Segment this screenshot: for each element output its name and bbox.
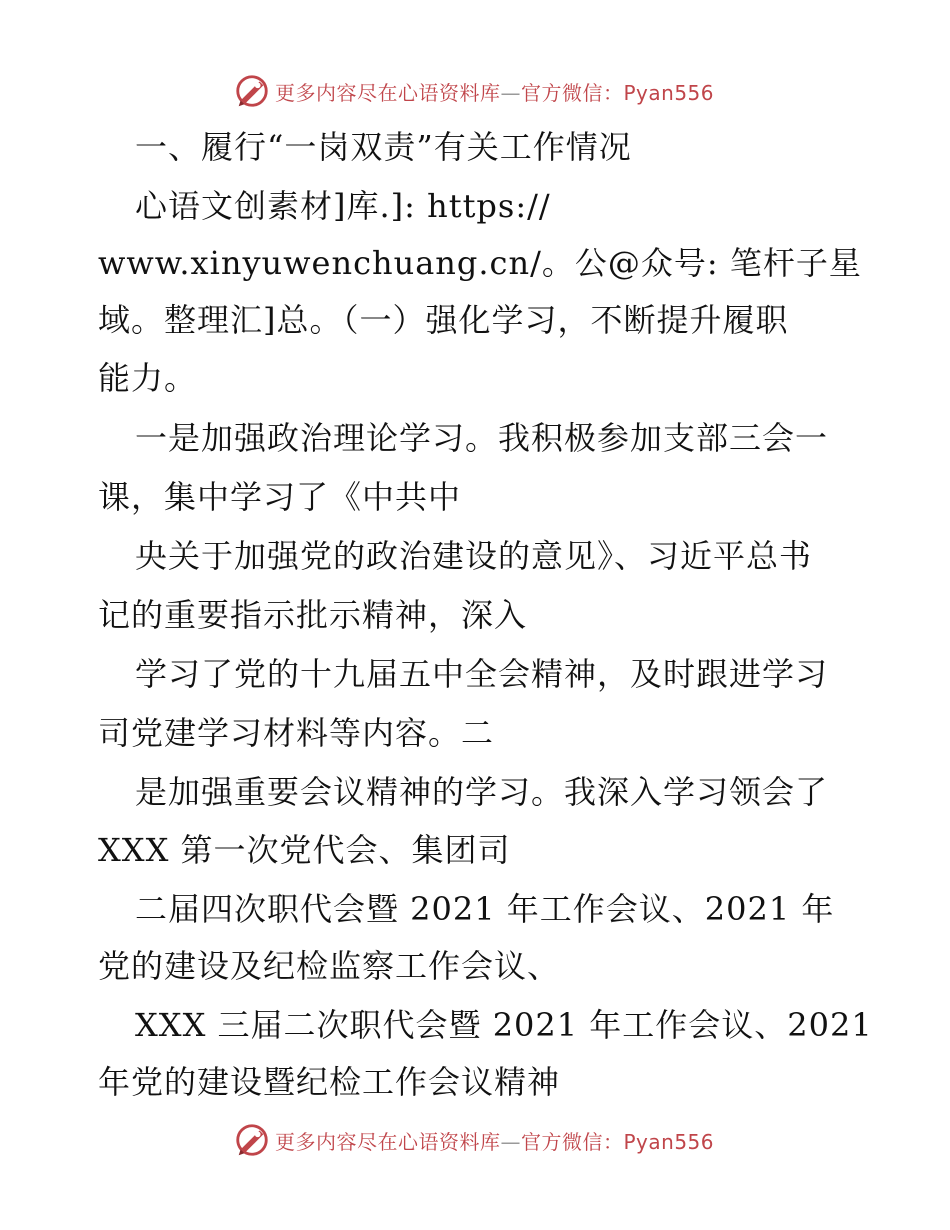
text-line: 域。整理汇]总。（一）强化学习，不断提升履职 bbox=[98, 301, 789, 339]
banner-text: 更多内容尽在心语资料库—官方微信：Pyan556 bbox=[275, 1129, 715, 1154]
text-line: 央关于加强党的政治建设的意见》、习近平总书 bbox=[135, 537, 813, 575]
text-line: 是加强重要会议精神的学习。我深入学习领会了 bbox=[135, 773, 829, 811]
text-line: 学习了党的十九届五中全会精神，及时跟进学习 bbox=[135, 655, 829, 693]
text-line: 党的建设及纪检监察工作会议、 bbox=[98, 947, 561, 985]
banner-text: 更多内容尽在心语资料库—官方微信：Pyan556 bbox=[275, 80, 715, 105]
text-line: www.xinyuwenchuang.cn/。公@众号: 笔杆子星 bbox=[98, 244, 862, 282]
footer-banner bbox=[233, 1120, 714, 1160]
text-line: 二届四次职代会暨 2021 年工作会议、2021 年 bbox=[135, 890, 835, 928]
text-line: 课，集中学习了《中共中 bbox=[98, 478, 462, 516]
text-line: 一是加强政治理论学习。我积极参加支部三会一 bbox=[135, 419, 829, 457]
text-line: 能力。 bbox=[98, 359, 198, 397]
text-line: 司党建学习材料等内容。二 bbox=[98, 714, 495, 752]
header-banner bbox=[233, 71, 714, 111]
pen-logo-icon bbox=[233, 1121, 271, 1159]
text-line: XXX 三届二次职代会暨 2021 年工作会议、2021 bbox=[135, 1006, 873, 1044]
text-line: XXX 第一次党代会、集团司 bbox=[98, 831, 511, 869]
text-line: 心语文创素材]库.]: https:// bbox=[135, 187, 551, 225]
text-line: 记的重要指示批示精神，深入 bbox=[98, 596, 528, 634]
section-heading: 一、履行“一岗双责”有关工作情况 bbox=[135, 128, 632, 166]
pen-logo-icon bbox=[233, 72, 271, 110]
text-line: 年党的建设暨纪检工作会议精神 bbox=[98, 1063, 561, 1101]
